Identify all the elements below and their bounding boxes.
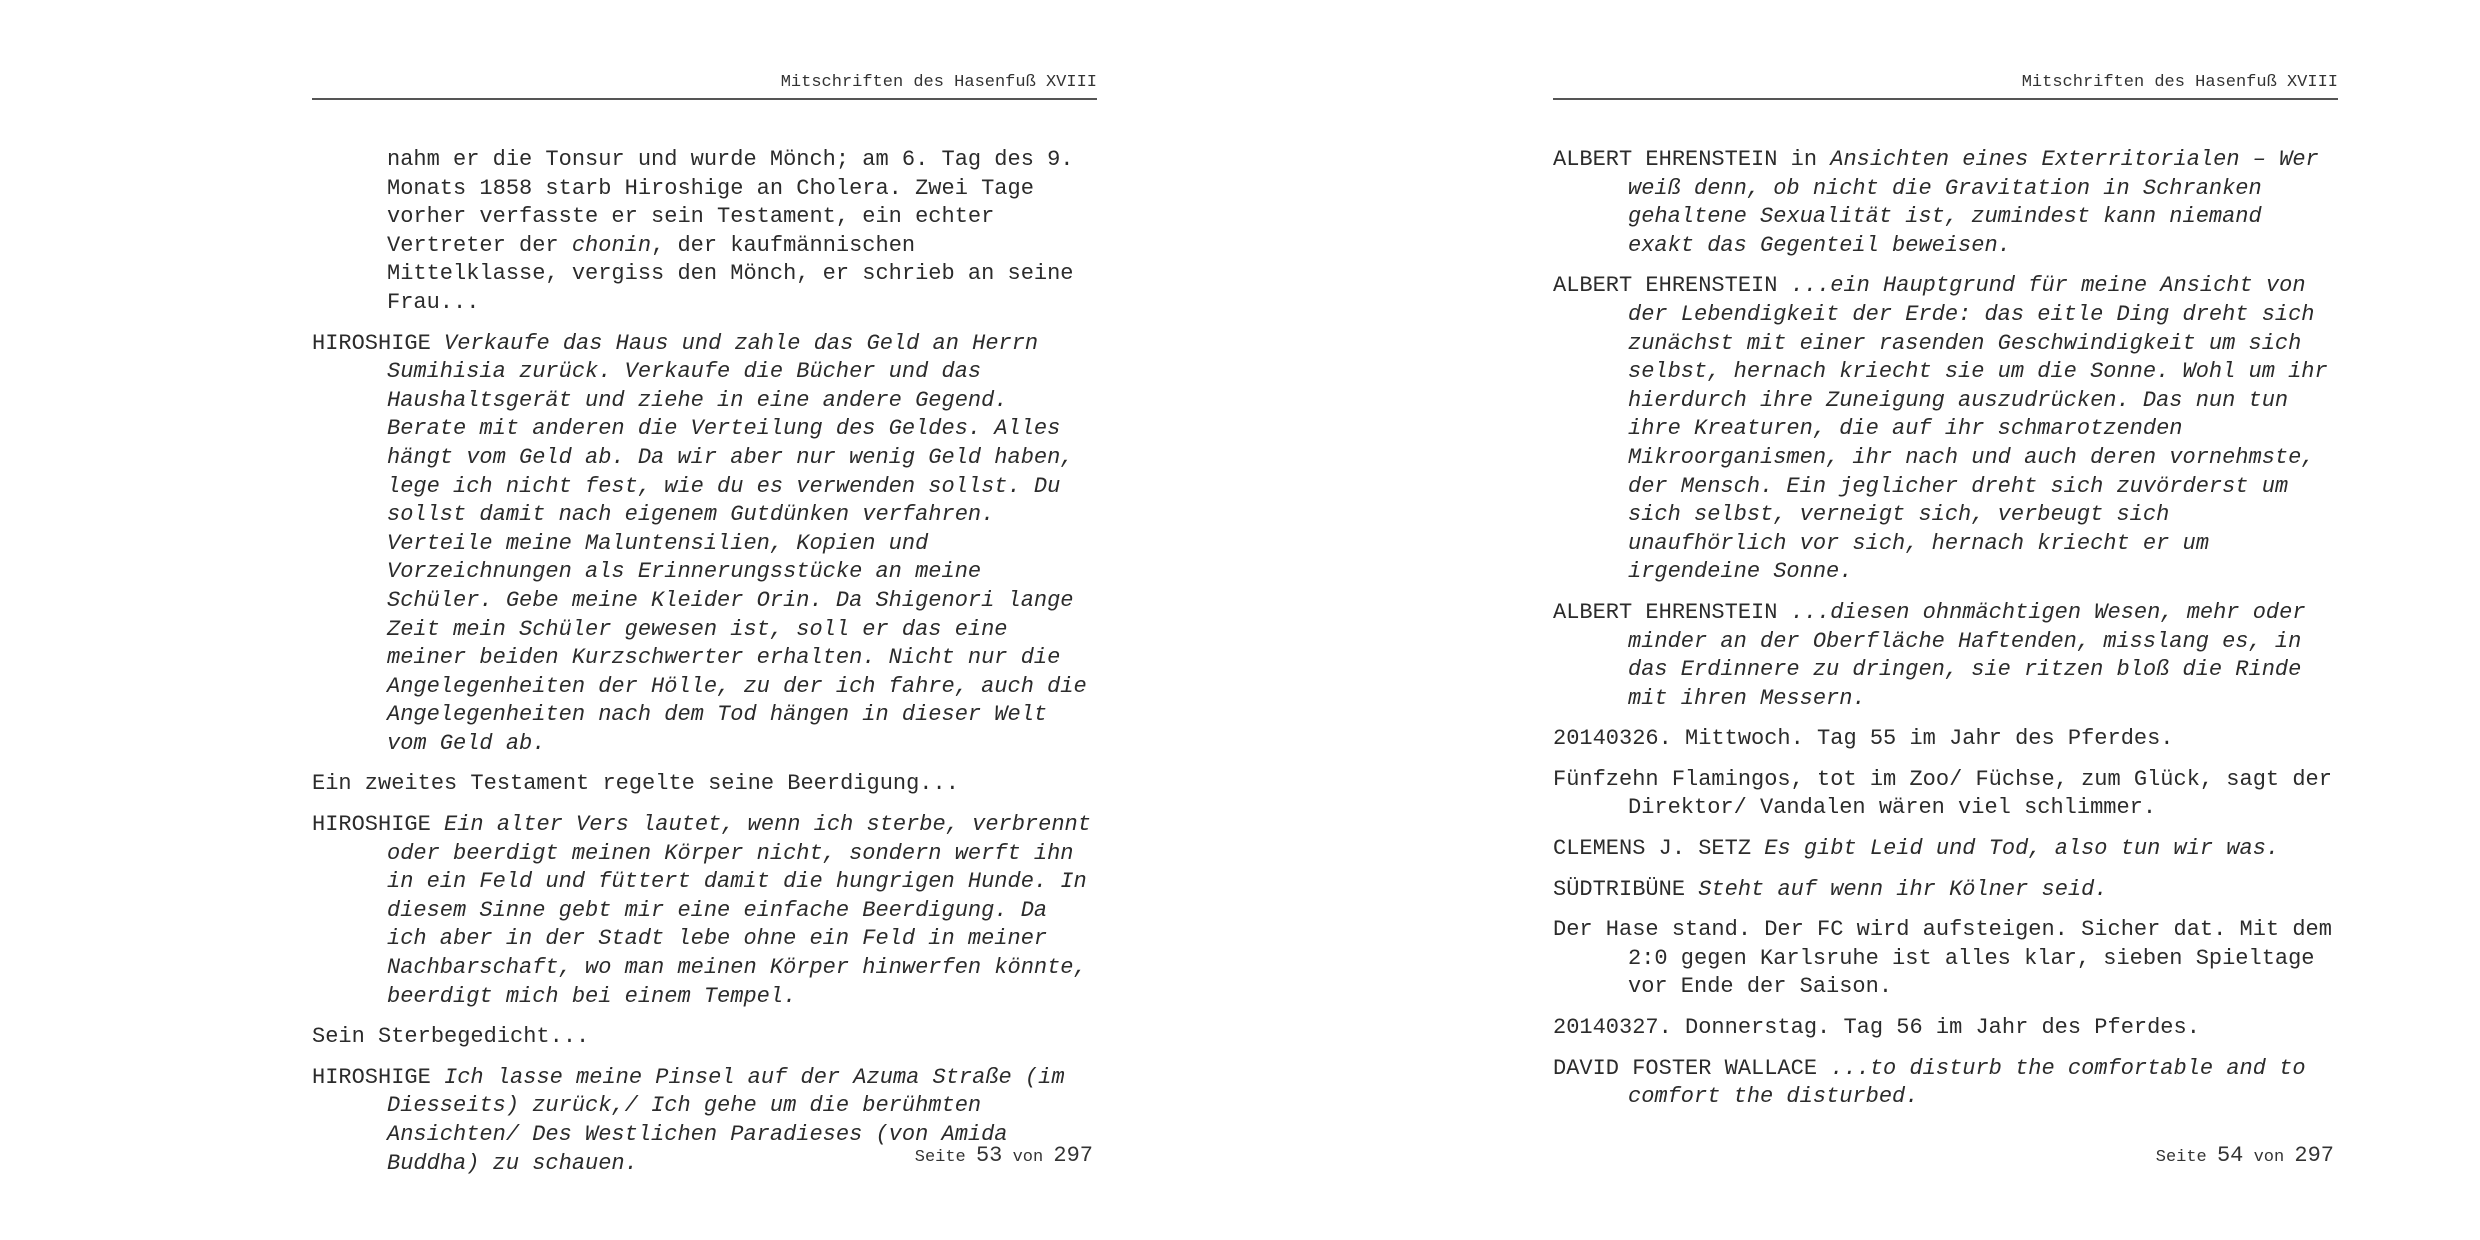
page-footer [2156,1142,2334,1172]
quote-paragraph [1553,1055,2338,1112]
page-body [1553,146,2338,1124]
speaker-name: ALBERT EHRENSTEIN [1553,599,1778,625]
page-total: 297 [1053,1143,1093,1168]
quote-text: Ein alter Vers lautet, wenn ich sterbe, verbrennt oder beerdigt meinen Körper nicht, sondern werft ihn in ein Feld und füttert damit die hungrigen Hunde. In diesem Sinne gebt mir eine einfache Beerdigung. Da ich aber in der Stadt lebe ohne ein Feld in meiner Nachbarschaft, wo man meinen Körper hinwerfen könnte, beerdigt mich bei einem Tempel. [387,812,1091,1009]
quote-text: ...ein Hauptgrund für meine Ansicht von der Lebendigkeit der Erde: das eitle Ding dreht sich zunächst mit einer rasenden Geschwindigkeit um sich selbst, hernach kriecht sie um die Sonne. Wohl um ihr hierdurch ihre Zuneigung auszudrücken. Das nun tun ihre Kreaturen, die auf ihr schmarotzenden Mikroorganismen, ihr nach und auch deren vornehmste, der Mensch. Ein jeglicher dreht sich zuvörderst um sich selbst, verneigt sich, verbeugt sich unaufhörlich vor sich, hernach kriecht er um irgendeine Sonne. [1628,273,2328,585]
paragraph: Fünfzehn Flamingos, tot im Zoo/ Füchse, zum Glück, sagt der Direktor/ Vandalen wären viel schlimmer. [1553,766,2332,821]
quote-text: Es gibt Leid und Tod, also tun wir was. [1764,836,2280,862]
quote-paragraph: ALBERT EHRENSTEIN in Ansichten eines Exterritorialen – Wer weiß denn, ob nicht die Gravitation in Schranken gehaltene Sexualität ist, zumindest kann niemand exakt das Gegenteil beweisen. [1553,147,2319,258]
paragraph: Der Hase stand. Der FC wird aufsteigen. Sicher dat. Mit dem 2:0 gegen Karlsruhe ist alles klar, sieben Spieltage vor Ende der Saison. [1553,917,2332,1000]
quote-text: Verkaufe das Haus und zahle das Geld an Herrn Sumihisia zurück. Verkaufe die Bücher und das Haushaltsgerät und ziehe in eine andere Gegend. Berate mit anderen die Verteilung des Geldes. Alles hängt vom Geld ab. Da wir aber nur wenig Geld haben, lege ich nicht fest, wie du es verwenden sollst. Du sollst damit nach eigenem Gutdünken verfahren. Verteile meine Maluntensilien, Kopien und Vorzeichnungen als Erinnerungsstücke an meine Schüler. Gebe meine Kleider Orin. Da Shigenori lange Zeit mein Schüler gewesen ist, soll er das eine meiner beiden Kurzschwerter erhalten. Nicht nur die Angelegenheiten der Hölle, zu der ich fahre, auch die Angelegenheiten nach dem Tod hängen in dieser Welt vom Geld ab. [387,330,1087,756]
page-number: 53 [975,1143,1003,1168]
footer-of: von [1012,1148,1044,1167]
speaker-name: SÜDTRIBÜNE [1553,876,1686,902]
quote-paragraph [1553,272,2338,587]
speaker-name: HIROSHIGE [312,1064,431,1090]
quote-paragraph [312,330,1097,759]
quote-paragraph [1553,599,2338,713]
page-footer [915,1142,1093,1172]
speaker-name: CLEMENS J. SETZ [1553,836,1752,862]
quote-paragraph [312,811,1097,1011]
quote-text: Steht auf wenn ihr Kölner seid. [1698,876,2108,902]
paragraph: 20140326. Mittwoch. Tag 55 im Jahr des Pferdes. [1553,726,2174,752]
running-header: Mitschriften des Hasenfuß XVIII [1553,72,2338,100]
quote-paragraph [1553,876,2338,905]
quote-text: ...diesen ohnmächtigen Wesen, mehr oder minder an der Oberfläche Haftenden, misslang es, in das Erdinnere zu dringen, sie ritzen bloß die Rinde mit ihren Messern. [1628,599,2306,711]
speaker-name: HIROSHIGE [312,330,431,356]
speaker-name: ALBERT EHRENSTEIN [1553,273,1778,299]
left-page [312,0,1097,1240]
paragraph: Sein Sterbegedicht... [312,1024,590,1050]
quote-paragraph [1553,835,2338,864]
paragraph: Ein zweites Testament regelte seine Beerdigung... [312,771,959,797]
running-header: Mitschriften des Hasenfuß XVIII [312,72,1097,100]
quote-text: ...to disturb the comfortable and to comfort the disturbed. [1628,1055,2306,1110]
paragraph: 20140327. Donnerstag. Tag 56 im Jahr des Pferdes. [1553,1015,2200,1041]
speaker-name: ALBERT EHRENSTEIN [1553,147,1778,172]
paragraph: nahm er die Tonsur und wurde Mönch; am 6. Tag des 9. Monats 1858 starb Hiroshige an Cholera. Zwei Tage vorher verfasste er sein Testament, ein echter Vertreter der chonin, der kaufmännischen Mittelklasse, vergiss den Mönch, er schrieb an seine Frau... [387,147,1074,315]
right-page [1553,0,2338,1240]
footer-prefix: Seite [914,1148,966,1167]
speaker-name: DAVID FOSTER WALLACE [1553,1055,1818,1081]
footer-prefix: Seite [2155,1148,2207,1167]
page-number: 54 [2216,1143,2244,1168]
quote-text: Ich lasse meine Pinsel auf der Azuma Straße (im Diesseits) zurück,/ Ich gehe um die berühmten Ansichten/ Des Westlichen Paradieses (von Amida Buddha) zu schauen. [387,1064,1065,1176]
page-body [312,146,1097,1190]
quote-text: Ansichten eines Exterritorialen – Wer weiß denn, ob nicht die Gravitation in Schranken gehaltene Sexualität ist, zumindest kann niemand exakt das Gegenteil beweisen. [1628,147,2319,258]
speaker-name: HIROSHIGE [312,812,431,838]
footer-of: von [2253,1148,2285,1167]
page-total: 297 [2294,1143,2334,1168]
